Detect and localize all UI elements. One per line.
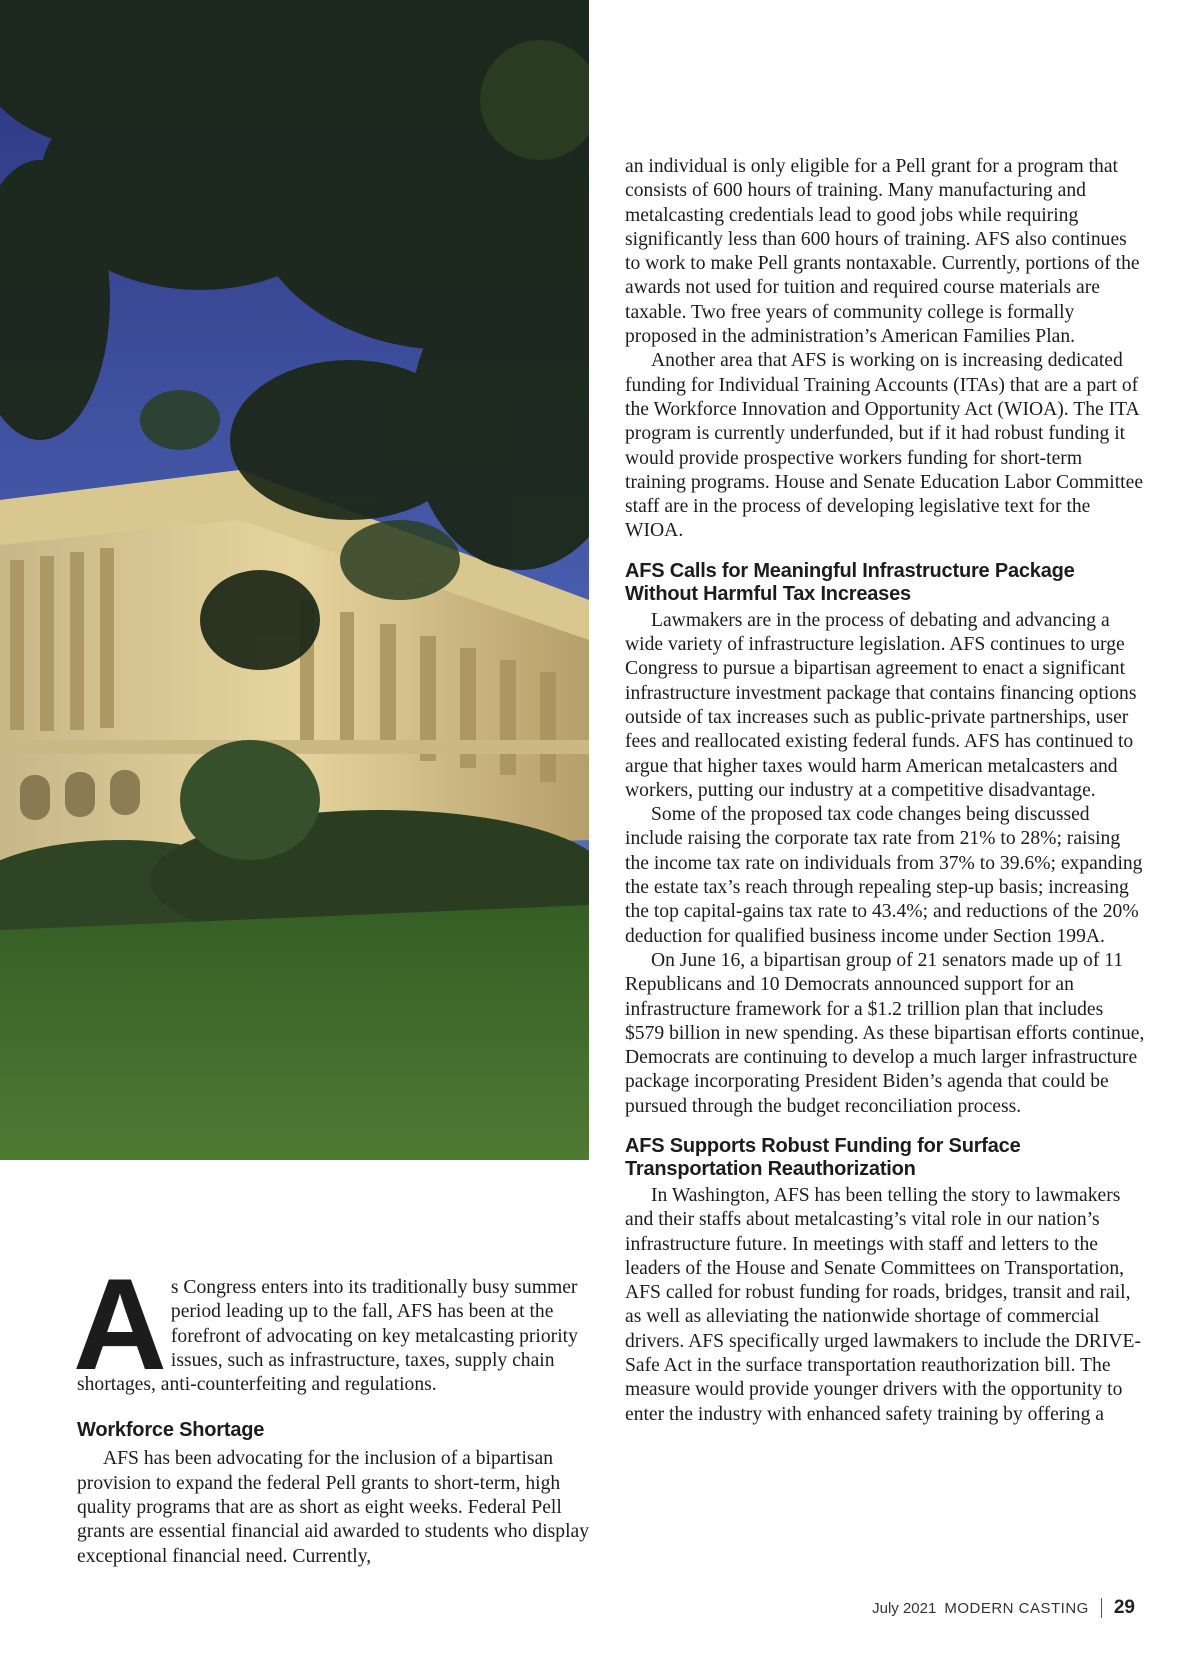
magazine-name: MODERN CASTING (944, 1599, 1089, 1617)
section-heading: AFS Calls for Meaningful Infrastructure Package Without Harmful Tax Increases (625, 559, 1075, 605)
capitol-building-photo (0, 0, 589, 1160)
section-paragraph: In Washington, AFS has been telling the story to lawmakers and their staffs about metalcasting’s vital role in our nation’s infrastructure future. In meetings with staff and letters to the leaders of the House and Senate Committees on Transportation, AFS called for robust funding for roads, bridges, transit and rail, as well as alleviating the nationwide shortage of commercial drivers. AFS specifically urged lawmakers to include the DRIVE-Safe Act in the surface transportation reauthorization bill. The measure would provide younger drivers with the opportunity to enter the industry with enhanced safety training by offering a (625, 1184, 1142, 1425)
page-number: 29 (1113, 1597, 1135, 1618)
section-paragraph: Lawmakers are in the process of debating and advancing a wide variety of infrastructure legislation. AFS continues to urge Congress to pursue a bipartisan agreement to enact a significant infrastructure investment package that contains financing options outside of tax increases such as public-private partnerships, user fees and reallocated existing federal funds. AFS has continued to argue that higher taxes would harm American metalcasters and workers, putting our industry at a competitive disadvantage. (625, 609, 1137, 801)
continued-paragraph: an individual is only eligible for a Pell grant for a program that consists of 600 hours of training. Many manufacturing and metalcasting credentials lead to good jobs while requiring significantly less than 600 hours of training. AFS also continues to work to make Pell grants nontaxable. Currently, portions of the awards not used for tuition and required course materials are taxable. Two free years of community college is formally proposed in the administration’s American Families Plan. (625, 156, 1140, 348)
page-footer (872, 1597, 1135, 1619)
lead-text: s Congress enters into its traditionally busy summer period leading up to the fall, AFS has been at the forefront of advocating on key metalcasting priority issues, such as infrastructure, taxes, supply chain shortages, anti-counterfeiting and regulations. (77, 1277, 578, 1396)
section-paragraph: Some of the proposed tax code changes being discussed include raising the corporate tax rate from 21% to 28%; raising the income tax rate on individuals from 37% to 39.6%; expanding the estate tax’s reach through repealing step-up basis; increasing the top capital-gains tax rate to 43.4%; and reductions of the 20% deduction for qualified business income under Section 199A. (625, 804, 1143, 947)
issue-date: July 2021 (872, 1599, 937, 1617)
left-column (73, 1228, 590, 1569)
section-paragraph: On June 16, a bipartisan group of 21 senators made up of 11 Republicans and 10 Democrats announced support for an infrastructure framework for a $1.2 trillion plan that includes $579 billion in new spending. As these bipartisan efforts continue, Democrats are continuing to develop a much larger infrastructure package incorporating President Biden’s agenda that could be pursued through the budget reconciliation process. (625, 949, 1145, 1117)
footer-divider (1101, 1598, 1102, 1618)
continued-paragraph: Another area that AFS is working on is increasing dedicated funding for Individual Training Accounts (ITAs) that are a part of the Workforce Innovation and Opportunity Act (WIOA). The ITA program is currently underfunded, but if it had robust funding it would provide prospective workers funding for short-term training programs. House and Senate Education Labor Committee staff are in the process of developing legislative text for the WIOA. (625, 350, 1144, 542)
drop-cap: A (73, 1251, 167, 1397)
photo-illustration (0, 0, 589, 1160)
section-heading: AFS Supports Robust Funding for Surface Transportation Reauthorization (625, 1134, 1021, 1180)
right-column (625, 155, 1145, 1427)
lead-paragraph (73, 1228, 589, 1397)
section-paragraph: AFS has been advocating for the inclusion of a bipartisan provision to expand the federal Pell grants to short-term, high quality programs that are as short as eight weeks. Federal Pell grants are essential financial aid awarded to students who display exceptional financial need. Currently, (77, 1448, 590, 1567)
section-heading: Workforce Shortage (77, 1419, 265, 1442)
